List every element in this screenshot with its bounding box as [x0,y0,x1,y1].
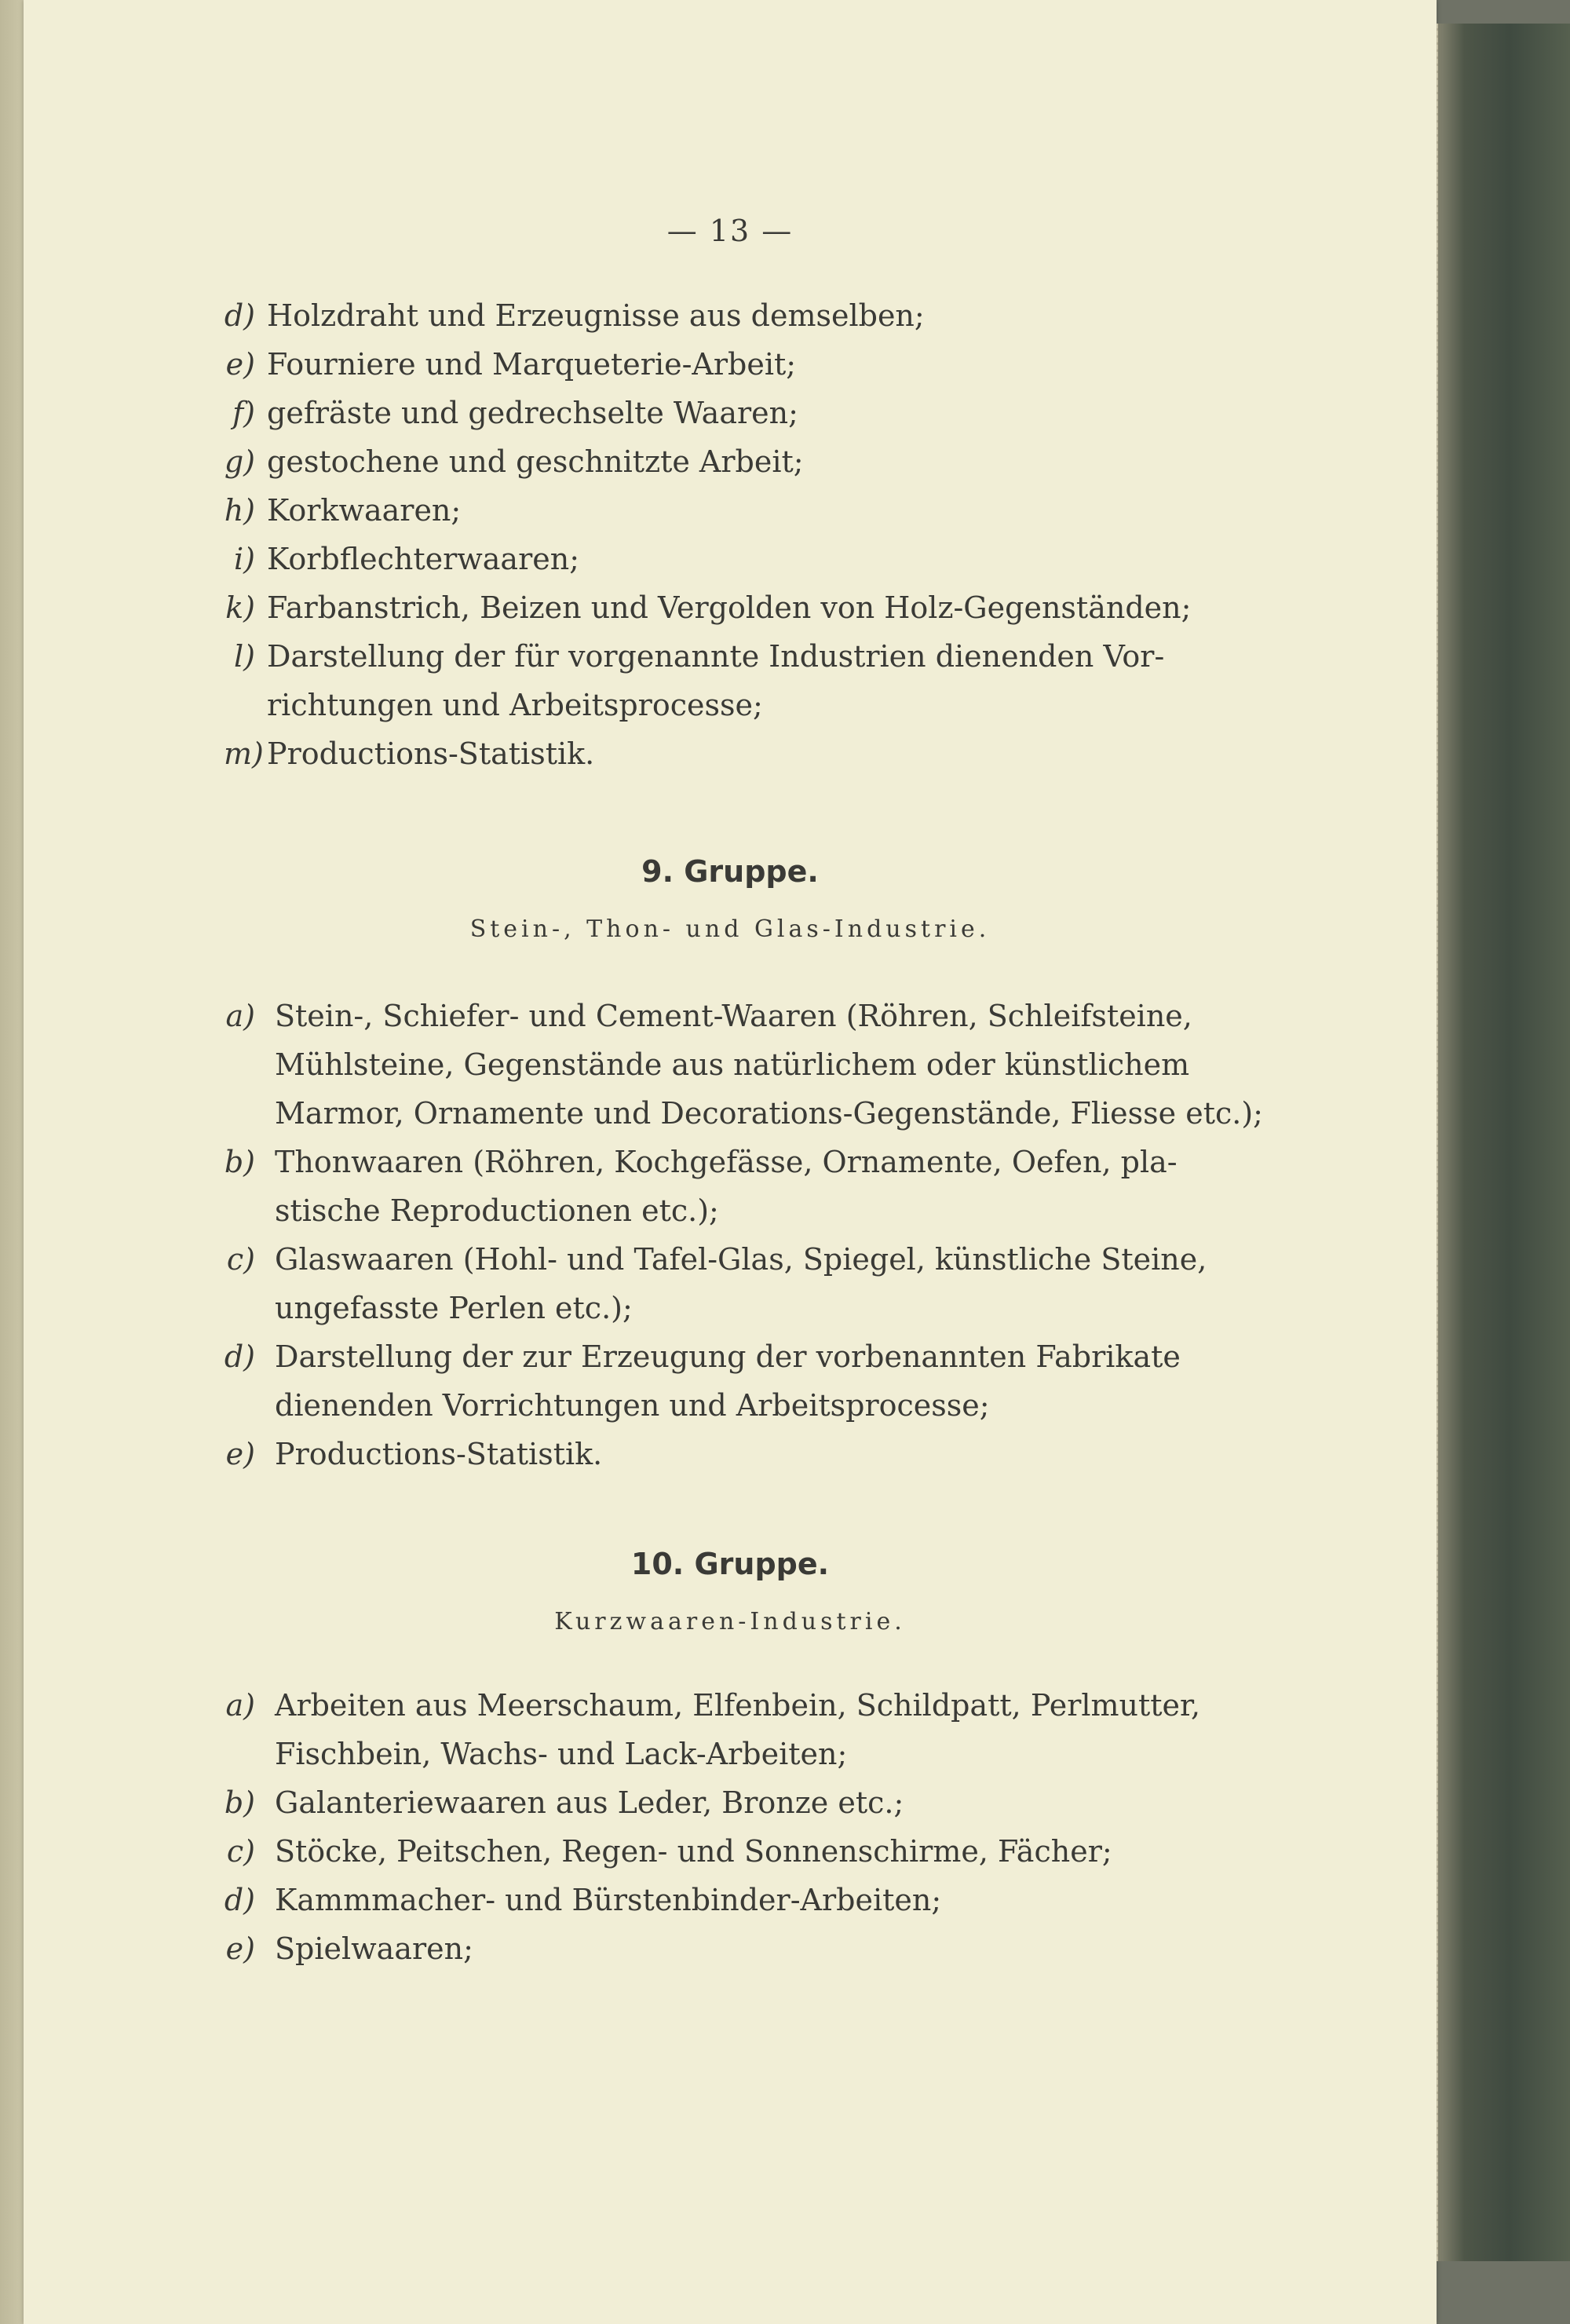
list-item-text: Productions-Statistik. [275,1437,603,1471]
list-item-text: Stöcke, Peitschen, Regen- und Sonnenschirme, Fächer; [275,1834,1112,1869]
list-item-text: stische Reproductionen etc.); [275,1193,719,1228]
list-marker: h) [224,493,255,528]
list-item-text: Kammmacher- und Bürstenbinder-Arbeiten; [275,1883,942,1917]
list-item-text: dienenden Vorrichtungen und Arbeitsprocesse; [275,1388,990,1423]
list-item-text: Holzdraht und Erzeugnisse aus demselben; [267,298,925,333]
list-marker: b) [224,1785,255,1820]
list-item-text: Productions-Statistik. [267,736,595,771]
list-marker: l) [234,639,255,674]
list-item-text: gestochene und geschnitzte Arbeit; [267,444,804,479]
list-item-text: Stein-, Schiefer- und Cement-Waaren (Röhren, Schleifsteine, [275,999,1192,1033]
group-10-subtitle: Kurzwaaren-Industrie. [554,1608,906,1635]
list-item-text: ungefasste Perlen etc.); [275,1291,633,1325]
list-marker: b) [224,1145,255,1179]
list-item-text: Arbeiten aus Meerschaum, Elfenbein, Schildpatt, Perlmutter, [275,1688,1201,1723]
page-content [24,0,1437,2324]
list-marker: a) [225,999,255,1033]
list-marker: c) [226,1834,255,1869]
list-item-text: Darstellung der für vorgenannte Industrien dienenden Vor- [267,639,1165,674]
list-item-text: Glaswaaren (Hohl- und Tafel-Glas, Spiegel, künstliche Steine, [275,1242,1207,1277]
list-marker: e) [225,347,255,382]
list-marker: c) [226,1242,255,1277]
list-item-text: Farbanstrich, Beizen und Vergolden von Holz-Gegenständen; [267,590,1192,625]
list-marker: m) [224,736,264,771]
list-item-text: Fischbein, Wachs- und Lack-Arbeiten; [275,1737,848,1771]
book-page [24,0,1437,2324]
list-item-text: Spielwaaren; [275,1931,473,1966]
list-marker: d) [224,1339,255,1374]
group-10-title: 10. Gruppe. [630,1547,830,1581]
list-item-text: Fourniere und Marqueterie-Arbeit; [267,347,797,382]
list-marker: e) [225,1437,255,1471]
list-item-text: Mühlsteine, Gegenstände aus natürlichem oder künstlichem [275,1047,1190,1082]
list-marker: d) [224,1883,255,1917]
page-number: — 13 — [666,214,794,248]
list-item-text: Korbflechterwaaren; [267,542,580,576]
list-marker: d) [224,298,255,333]
list-item-text: gefräste und gedrechselte Waaren; [267,396,798,430]
list-item-text: Thonwaaren (Röhren, Kochgefässe, Ornamente, Oefen, pla- [275,1145,1178,1179]
list-marker: k) [225,590,255,625]
list-marker: a) [225,1688,255,1723]
list-item-text: Darstellung der zur Erzeugung der vorbenannten Fabrikate [275,1339,1181,1374]
group-9-subtitle: Stein-, Thon- und Glas-Industrie. [469,915,991,943]
list-marker: g) [224,444,255,479]
list-marker: i) [234,542,255,576]
list-item-text: Galanteriewaaren aus Leder, Bronze etc.; [275,1785,904,1820]
list-marker: f) [232,396,255,430]
list-item-text: richtungen und Arbeitsprocesse; [267,688,763,722]
list-item-text: Marmor, Ornamente und Decorations-Gegenstände, Fliesse etc.); [275,1096,1263,1131]
book-spine [1419,24,1570,2261]
list-item-text: Korkwaaren; [267,493,462,528]
group-9-title: 9. Gruppe. [641,854,819,889]
list-marker: e) [225,1931,255,1966]
